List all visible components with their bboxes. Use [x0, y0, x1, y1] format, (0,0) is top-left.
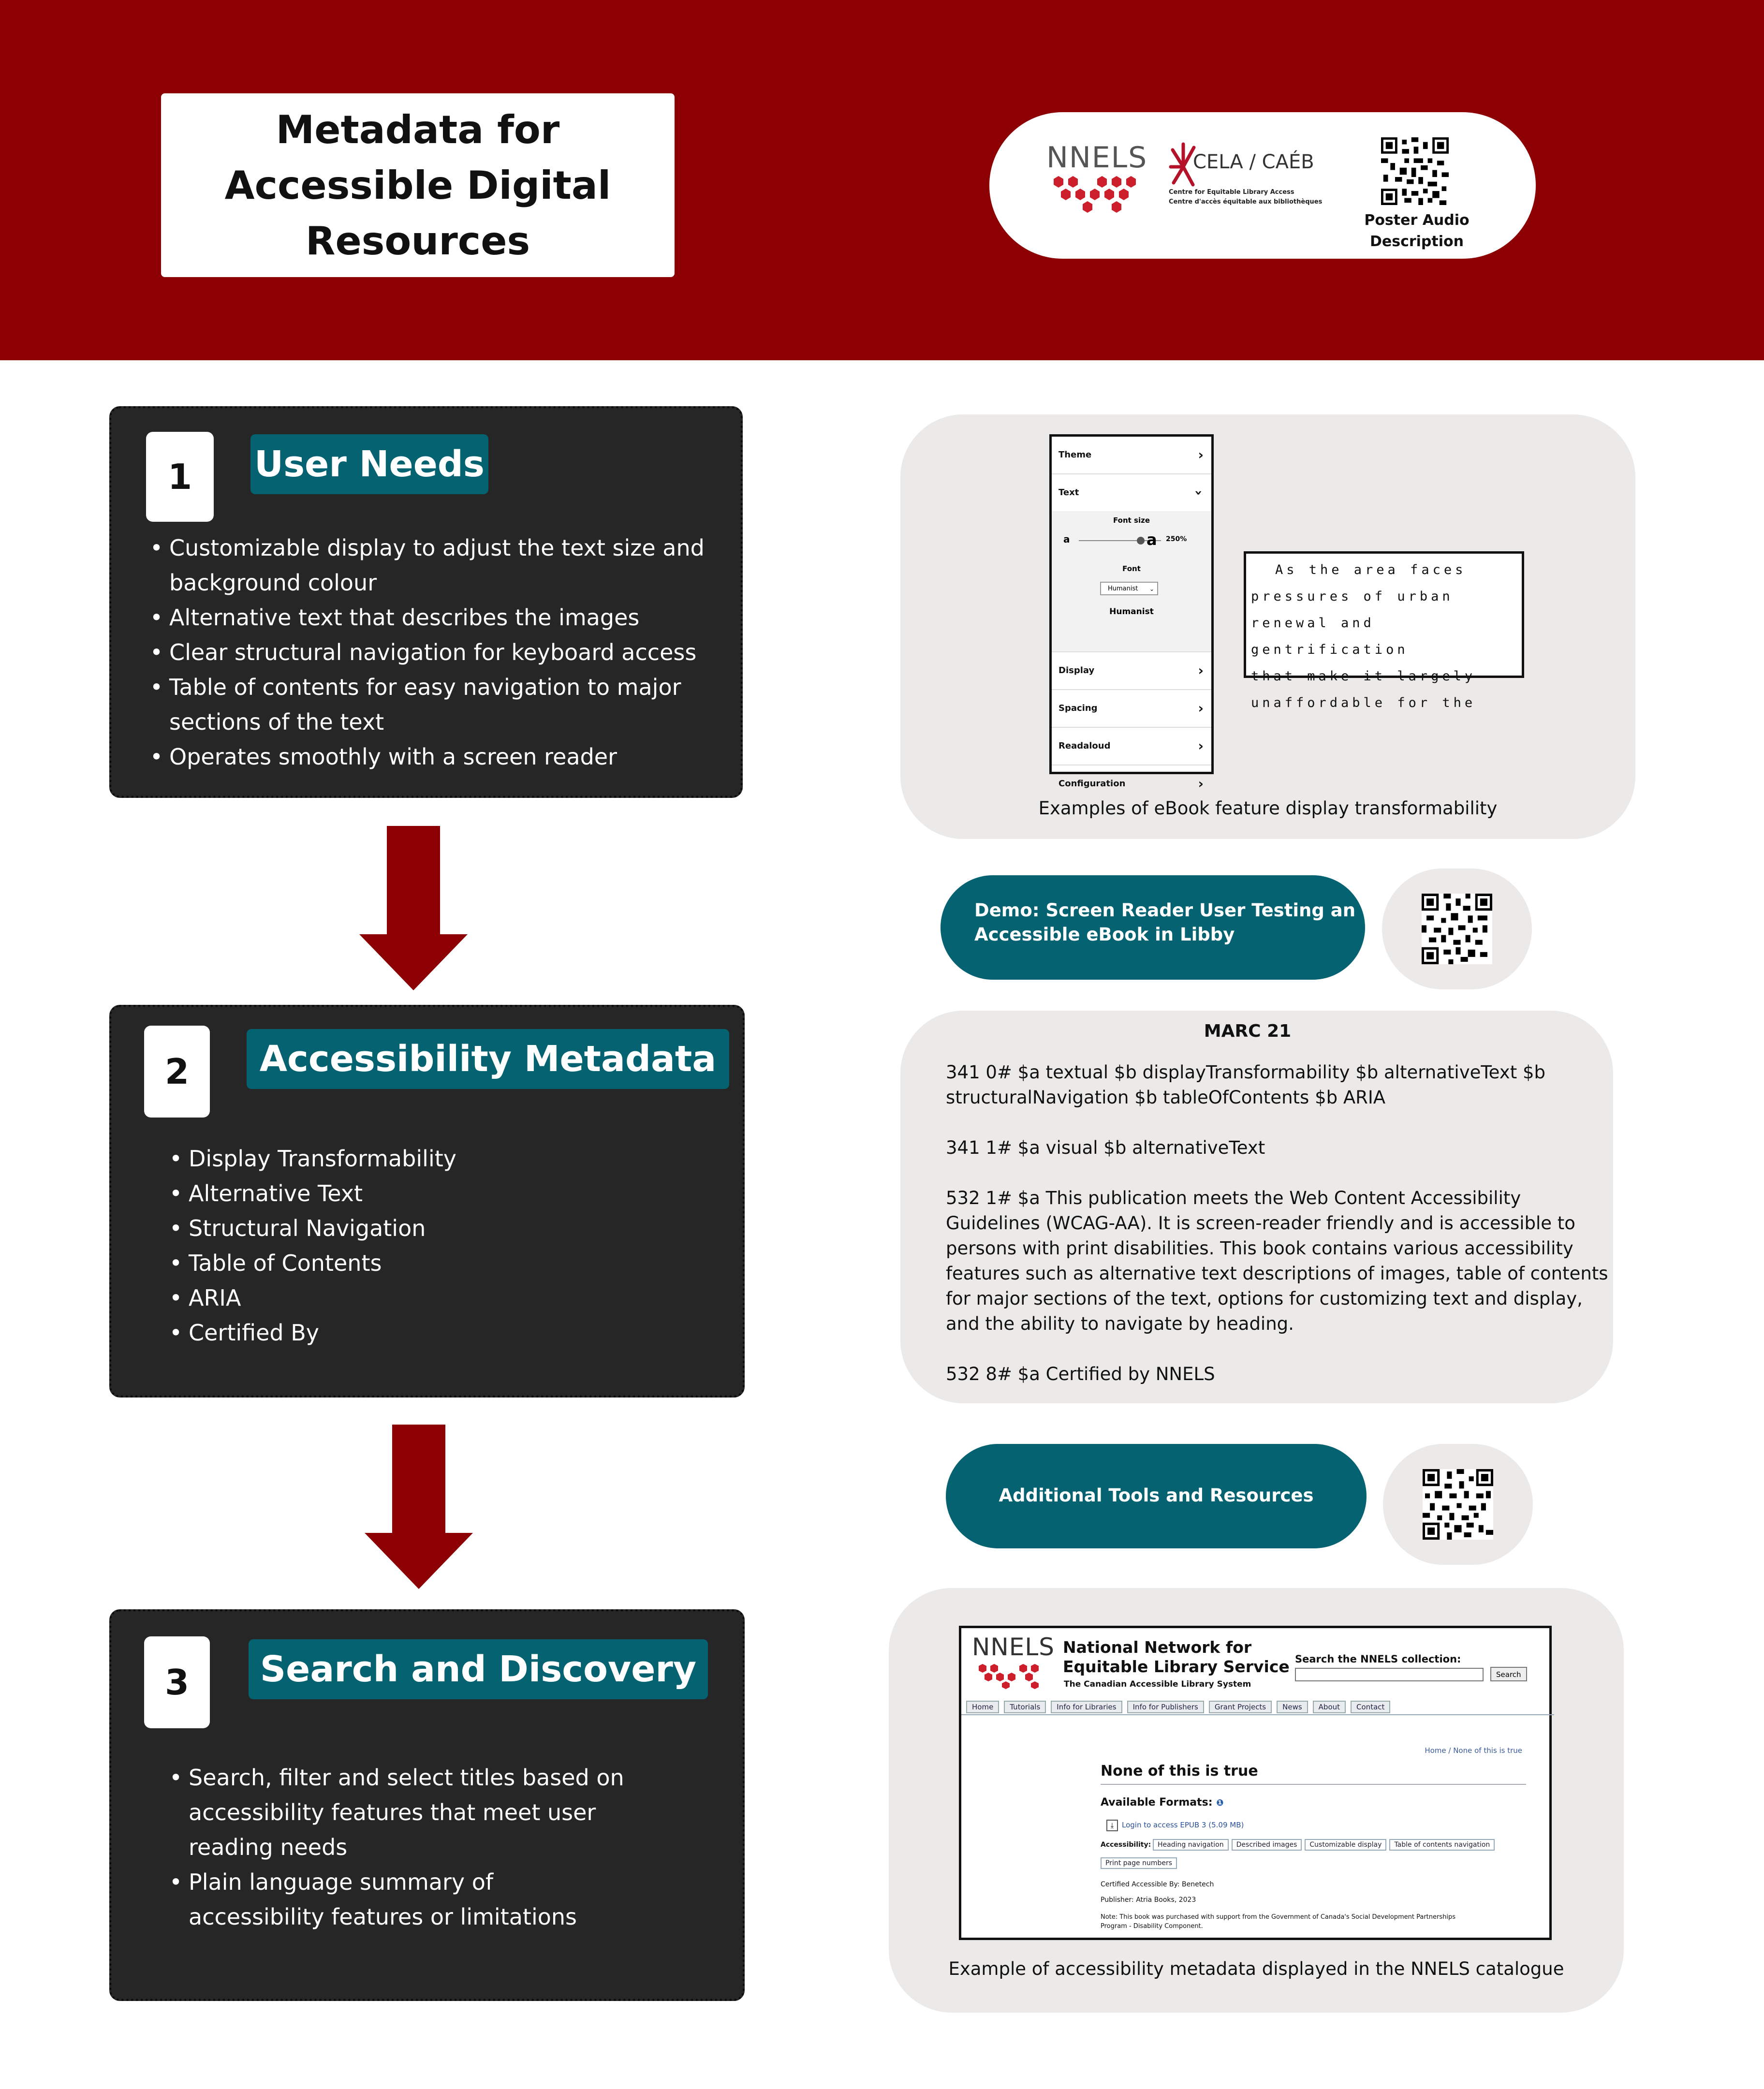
sample-text-line: unaffordable for the: [1251, 695, 1476, 710]
accessibility-feature-chips: [1153, 1839, 1498, 1851]
chevron-right-icon: ›: [1198, 447, 1204, 463]
menu-item-label: Display: [1058, 665, 1095, 676]
cela-wordmark: CELA / CAÉB: [1193, 151, 1314, 173]
list-item: • Structural Navigation: [169, 1211, 701, 1246]
list-item: • Table of contents for easy navigation to major sections of the text: [150, 670, 745, 739]
font-size-small-a: a: [1063, 533, 1070, 545]
menu-item-text[interactable]: [1052, 474, 1211, 511]
menu-item-theme[interactable]: [1052, 437, 1211, 474]
catalogue-hexagon-mark-icon: [974, 1663, 1061, 1689]
nnels-catalogue-screenshot: [959, 1626, 1552, 1940]
sample-text-line: As the area faces: [1275, 562, 1467, 577]
cela-tagline-fr: Centre d'accès équitable aux bibliothèques: [1169, 198, 1323, 206]
chevron-right-icon: ›: [1198, 738, 1204, 754]
list-item: • Plain language summary of accessibility features or limitations: [169, 1865, 633, 1934]
demo-button-line-2: Accessible eBook in Libby: [974, 924, 1235, 945]
poster-title-line-3: Resources: [305, 218, 530, 264]
catalogue-example-caption: Example of accessibility metadata displayed in the NNELS catalogue: [948, 1958, 1564, 1979]
marc-line: 532 8# $a Certified by NNELS: [946, 1364, 1215, 1384]
download-icon[interactable]: ⤓: [1106, 1820, 1118, 1831]
catalogue-book-title: None of this is true: [1101, 1763, 1258, 1780]
marc-line: 532 1# $a This publication meets the Web Content Accessibility: [946, 1188, 1521, 1208]
poster-audio-label-line-2: Description: [1369, 233, 1464, 250]
additional-tools-button[interactable]: Additional Tools and Resources: [946, 1444, 1367, 1548]
list-item: • Alternative Text: [169, 1176, 701, 1211]
menu-item-spacing[interactable]: [1052, 690, 1211, 728]
font-label: Font: [1122, 564, 1141, 573]
menu-item-label: Text: [1058, 487, 1079, 498]
chevron-right-icon: ›: [1198, 700, 1204, 716]
marc-line: structuralNavigation $b tableOfContents $b ARIA: [946, 1087, 1386, 1108]
available-formats-text: Available Formats:: [1101, 1796, 1213, 1809]
poster-audio-qr-code-icon[interactable]: [1381, 137, 1449, 205]
feature-chip: Table of contents navigation: [1389, 1839, 1495, 1851]
font-size-label: Font size: [1113, 516, 1150, 525]
feature-chip: Customizable display: [1305, 1839, 1386, 1851]
menu-item-readaloud[interactable]: [1052, 728, 1211, 765]
chevron-right-icon: ›: [1198, 776, 1204, 792]
menu-item-label: Spacing: [1058, 703, 1098, 713]
font-select-value: Humanist: [1108, 585, 1138, 592]
step-3-bullet-list: [169, 1760, 633, 1934]
catalogue-org-line-2: Equitable Library Service: [1063, 1657, 1290, 1676]
sample-text-line: renewal and gentrification: [1251, 616, 1409, 657]
font-size-slider-handle[interactable]: [1137, 537, 1145, 544]
flow-arrow-1-shaft: [387, 826, 440, 935]
poster-audio-label-line-1: Poster Audio: [1364, 212, 1470, 229]
marc-line: 341 1# $a visual $b alternativeText: [946, 1137, 1265, 1158]
demo-qr-code-icon[interactable]: [1422, 894, 1492, 964]
list-item: • ARIA: [169, 1280, 701, 1315]
flow-arrow-2-shaft: [392, 1425, 445, 1534]
menu-item-label: Readaloud: [1058, 741, 1111, 751]
tab-contact[interactable]: Contact: [1351, 1701, 1390, 1713]
catalogue-title-divider: [1101, 1784, 1526, 1785]
catalogue-nav-divider: [961, 1714, 1554, 1715]
epub-login-link[interactable]: Login to access EPUB 3 (5.09 MB): [1122, 1821, 1244, 1829]
poster-audio-description-label: [1349, 210, 1485, 252]
marc-title: MARC 21: [1204, 1021, 1292, 1041]
accessibility-features-label: Accessibility:: [1101, 1841, 1151, 1849]
cela-logo: [1169, 140, 1328, 207]
catalogue-search-button[interactable]: Search: [1490, 1667, 1527, 1681]
sample-text-line: pressures of urban: [1251, 589, 1454, 604]
poster-title-line-1: Metadata for: [276, 107, 560, 152]
marc-line: persons with print disabilities. This book contains various accessibility: [946, 1238, 1573, 1259]
ebook-example-caption: Examples of eBook feature display transformability: [1038, 798, 1498, 819]
cela-star-burst-icon: [1169, 140, 1198, 193]
step-3-number: 3: [144, 1636, 210, 1728]
poster-title: [225, 102, 611, 269]
flow-arrow-2-down-icon: [365, 1533, 473, 1589]
font-select[interactable]: [1100, 582, 1158, 595]
purchase-note: [1101, 1912, 1455, 1931]
step-1-number: 1: [146, 432, 214, 522]
sample-text-line: that make it largely: [1251, 669, 1476, 684]
catalogue-search-label: Search the NNELS collection:: [1295, 1653, 1461, 1665]
chevron-down-icon: ⌄: [1149, 586, 1154, 592]
feature-chip: Heading navigation: [1153, 1839, 1229, 1851]
poster-title-card: [161, 93, 675, 277]
step-1-title: User Needs: [250, 434, 488, 494]
demo-video-button[interactable]: [941, 875, 1365, 980]
accessibility-feature-chips-row-2: [1101, 1857, 1180, 1869]
ebook-settings-menu: [1049, 434, 1214, 792]
certified-by-text: Certified Accessible By: Benetech: [1101, 1881, 1214, 1888]
menu-item-display[interactable]: [1052, 651, 1211, 690]
help-info-icon[interactable]: ❶: [1216, 1798, 1224, 1808]
list-item: • Alternative text that describes the images: [150, 600, 745, 635]
step-2-title: Accessibility Metadata: [247, 1029, 729, 1089]
step-2-number: 2: [144, 1026, 210, 1118]
catalogue-nnels-logo: NNELS: [972, 1633, 1055, 1661]
marc-line: 341 0# $a textual $b displayTransformability $b alternativeText $b: [946, 1062, 1545, 1083]
list-item: • Certified By: [169, 1315, 701, 1350]
marc-line: Guidelines (WCAG-AA). It is screen-reader friendly and is accessible to: [946, 1213, 1575, 1234]
spaced-text-sample: [1244, 551, 1524, 710]
step-3-title: Search and Discovery: [249, 1639, 708, 1699]
step-1-bullet-list: [150, 530, 745, 774]
list-item: • Display Transformability: [169, 1141, 701, 1176]
font-size-big-a: a: [1147, 530, 1157, 549]
menu-item-configuration[interactable]: [1052, 765, 1211, 802]
chevron-right-icon: ›: [1198, 662, 1204, 678]
poster-title-line-2: Accessible Digital: [224, 162, 611, 208]
list-item: • Table of Contents: [169, 1246, 701, 1280]
tab-home[interactable]: Home: [966, 1701, 999, 1713]
text-settings-section: [1052, 511, 1211, 651]
flow-arrow-1-down-icon: [359, 934, 468, 990]
marc-line: for major sections of the text, options for customizing text and display,: [946, 1288, 1583, 1309]
chevron-down-icon: ›: [1191, 490, 1207, 496]
tools-qr-panel: [1383, 1444, 1533, 1565]
catalogue-org-line-1: National Network for: [1063, 1638, 1252, 1657]
tools-qr-code-icon[interactable]: [1423, 1469, 1493, 1540]
nnels-hexagon-mark-icon: [1046, 174, 1148, 213]
catalogue-org-subtitle: The Canadian Accessible Library System: [1064, 1679, 1251, 1689]
breadcrumb[interactable]: Home / None of this is true: [1425, 1746, 1522, 1755]
demo-qr-panel: [1382, 868, 1532, 989]
menu-item-label: Theme: [1058, 450, 1092, 460]
font-preview-name: Humanist: [1109, 607, 1154, 617]
catalogue-org-name: [1063, 1638, 1290, 1677]
cela-tagline-en: Centre for Equitable Library Access: [1169, 189, 1294, 196]
tab-grant-projects[interactable]: Grant Projects: [1209, 1701, 1272, 1713]
nnels-logo: [1046, 141, 1148, 215]
demo-button-line-1: Demo: Screen Reader User Testing an: [974, 900, 1356, 921]
tab-info-for-publishers[interactable]: Info for Publishers: [1127, 1701, 1204, 1713]
tab-tutorials[interactable]: Tutorials: [1004, 1701, 1046, 1713]
list-item: • Customizable display to adjust the text size and background colour: [150, 530, 745, 600]
nnels-logo-wordmark: NNELS: [1046, 141, 1148, 175]
font-size-value: 250%: [1166, 535, 1187, 543]
feature-chip: Described images: [1232, 1839, 1302, 1851]
list-item: • Search, filter and select titles based on accessibility features that meet user reading needs: [169, 1760, 633, 1865]
tab-about[interactable]: About: [1313, 1701, 1346, 1713]
purchase-note-line-1: Note: This book was purchased with support from the Government of Canada's Social Development Partnerships: [1101, 1913, 1456, 1921]
tab-info-for-libraries[interactable]: Info for Libraries: [1051, 1701, 1122, 1713]
step-2-bullet-list: [169, 1141, 701, 1350]
marc-line: and the ability to navigate by heading.: [946, 1313, 1294, 1334]
list-item: • Clear structural navigation for keyboard access: [150, 635, 745, 670]
purchase-note-line-2: Program - Disability Component.: [1101, 1923, 1203, 1930]
tab-news[interactable]: News: [1277, 1701, 1308, 1713]
publisher-text: Publisher: Atria Books, 2023: [1101, 1896, 1196, 1904]
available-formats-label: [1101, 1796, 1223, 1809]
feature-chip: Print page numbers: [1101, 1857, 1177, 1869]
catalogue-search-input[interactable]: [1295, 1668, 1484, 1681]
list-item: • Operates smoothly with a screen reader: [150, 739, 745, 774]
marc-line: features such as alternative text descriptions of images, table of contents: [946, 1263, 1608, 1284]
menu-item-label: Configuration: [1058, 779, 1126, 789]
catalogue-nav-tabs: [966, 1701, 1395, 1713]
